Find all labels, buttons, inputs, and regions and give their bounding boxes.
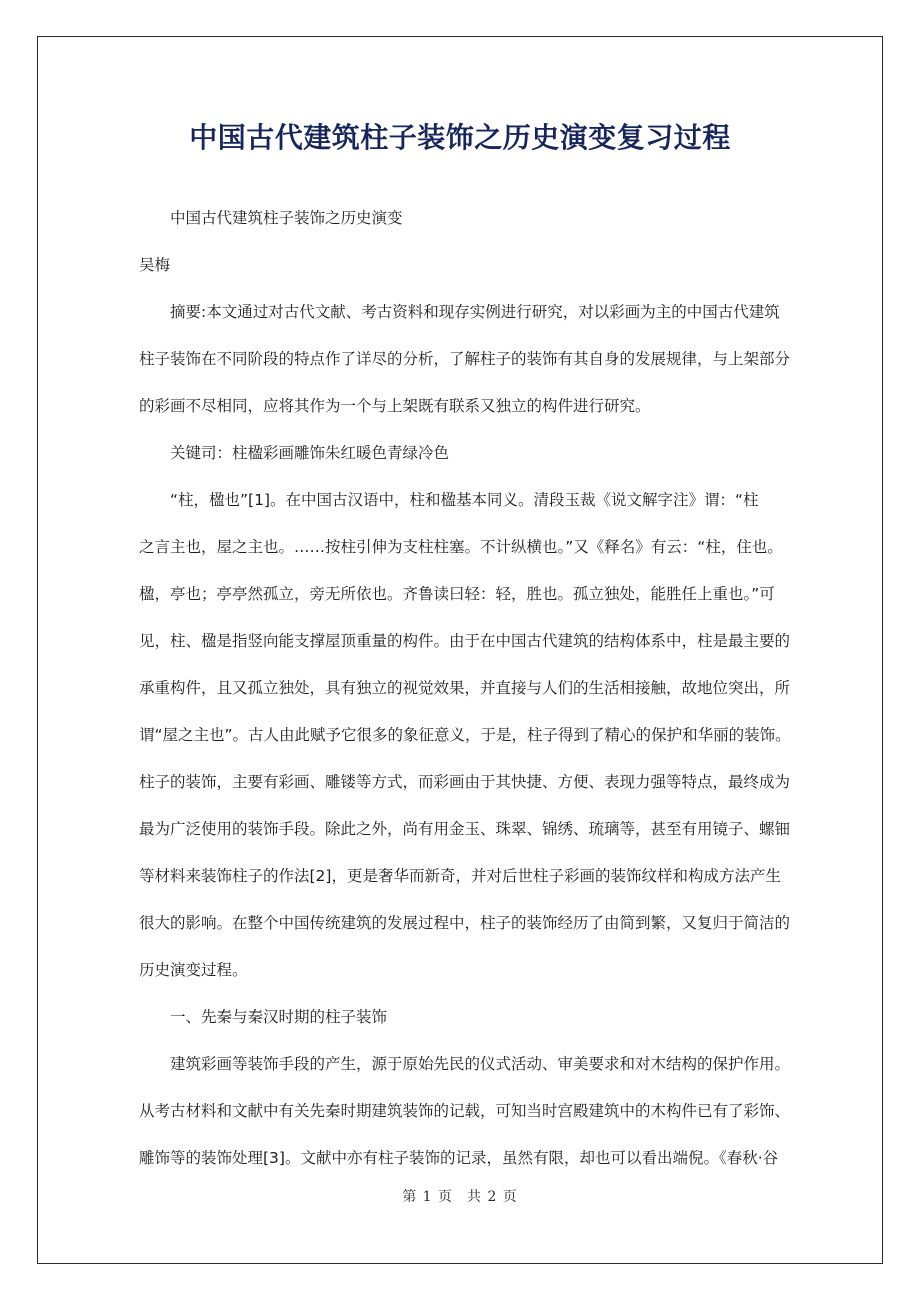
document-page-frame <box>37 36 883 1264</box>
section-line-2: 从考古材料和文献中有关先秦时期建筑装饰的记载，可知当时宫殿建筑中的木构件已有了彩饰、 <box>139 1102 791 1120</box>
body-line-5: 承重构件，且又孤立独处，具有独立的视觉效果，并直接与人们的生活相接触，故地位突出，所 <box>139 679 791 697</box>
page-title: 中国古代建筑柱子装饰之历史演变复习过程 <box>189 121 731 154</box>
paper-title-line: 中国古代建筑柱子装饰之历史演变 <box>170 209 403 227</box>
document-body <box>139 195 791 1182</box>
body-line-1: “柱，楹也”[1]。在中国古汉语中，柱和楹基本同义。清段玉裁《说文解字注》谓：“柱 <box>170 491 759 509</box>
body-line-11: 历史演变过程。 <box>139 961 248 979</box>
footer-current-page: 第 1 页 <box>402 1189 453 1205</box>
abstract-line-3: 的彩画不尽相同，应将其作为一个与上架既有联系又独立的构件进行研究。 <box>139 397 651 415</box>
body-line-10: 很大的影响。在整个中国传统建筑的发展过程中，柱子的装饰经历了由简到繁，又复归于简洁的 <box>139 914 791 932</box>
body-line-8: 最为广泛使用的装饰手段。除此之外，尚有用金玉、珠翠、锦绣、琉璃等，甚至有用镜子、螺钿 <box>139 820 791 838</box>
page-footer <box>38 1186 882 1206</box>
footer-total-pages: 共 2 页 <box>467 1189 518 1205</box>
body-line-4: 见，柱、楹是指竖向能支撑屋顶重量的构件。由于在中国古代建筑的结构体系中，柱是最主要的 <box>139 632 791 650</box>
body-line-3: 楹，亭也；亭亭然孤立，旁无所依也。齐鲁读曰轻：轻，胜也。孤立独处，能胜任上重也。”可 <box>139 585 775 603</box>
body-line-6: 谓“屋之主也”。古人由此赋予它很多的象征意义，于是，柱子得到了精心的保护和华丽的装饰。 <box>139 726 791 744</box>
document-page-content <box>38 37 882 1263</box>
body-line-2: 之言主也，屋之主也。……按柱引伸为支柱柱塞。不计纵横也。”又《释名》有云：“柱，住也。 <box>139 538 783 556</box>
section-heading: 一、先秦与秦汉时期的柱子装饰 <box>170 1008 388 1026</box>
section-line-3: 雕饰等的装饰处理[3]。文献中亦有柱子装饰的记录，虽然有限，却也可以看出端倪。《春秋·谷 <box>139 1149 779 1167</box>
abstract-line-2: 柱子装饰在不同阶段的特点作了详尽的分析，了解柱子的装饰有其自身的发展规律，与上架部分 <box>139 350 791 368</box>
author-line: 吴梅 <box>139 256 171 274</box>
section-line-1: 建筑彩画等装饰手段的产生，源于原始先民的仪式活动、审美要求和对木结构的保护作用。 <box>170 1055 791 1073</box>
body-line-9: 等材料来装饰柱子的作法[2]，更是奢华而新奇，并对后世柱子彩画的装饰纹样和构成方法产生 <box>139 867 781 885</box>
abstract-line-1: 摘要:本文通过对古代文献、考古资料和现存实例进行研究，对以彩画为主的中国古代建筑 <box>170 303 780 321</box>
keywords-line: 关键司：柱楹彩画雕饰朱红暖色青绿冷色 <box>170 444 450 462</box>
body-line-7: 柱子的装饰，主要有彩画、雕镂等方式，而彩画由于其快捷、方便、表现力强等特点，最终成为 <box>139 773 791 791</box>
